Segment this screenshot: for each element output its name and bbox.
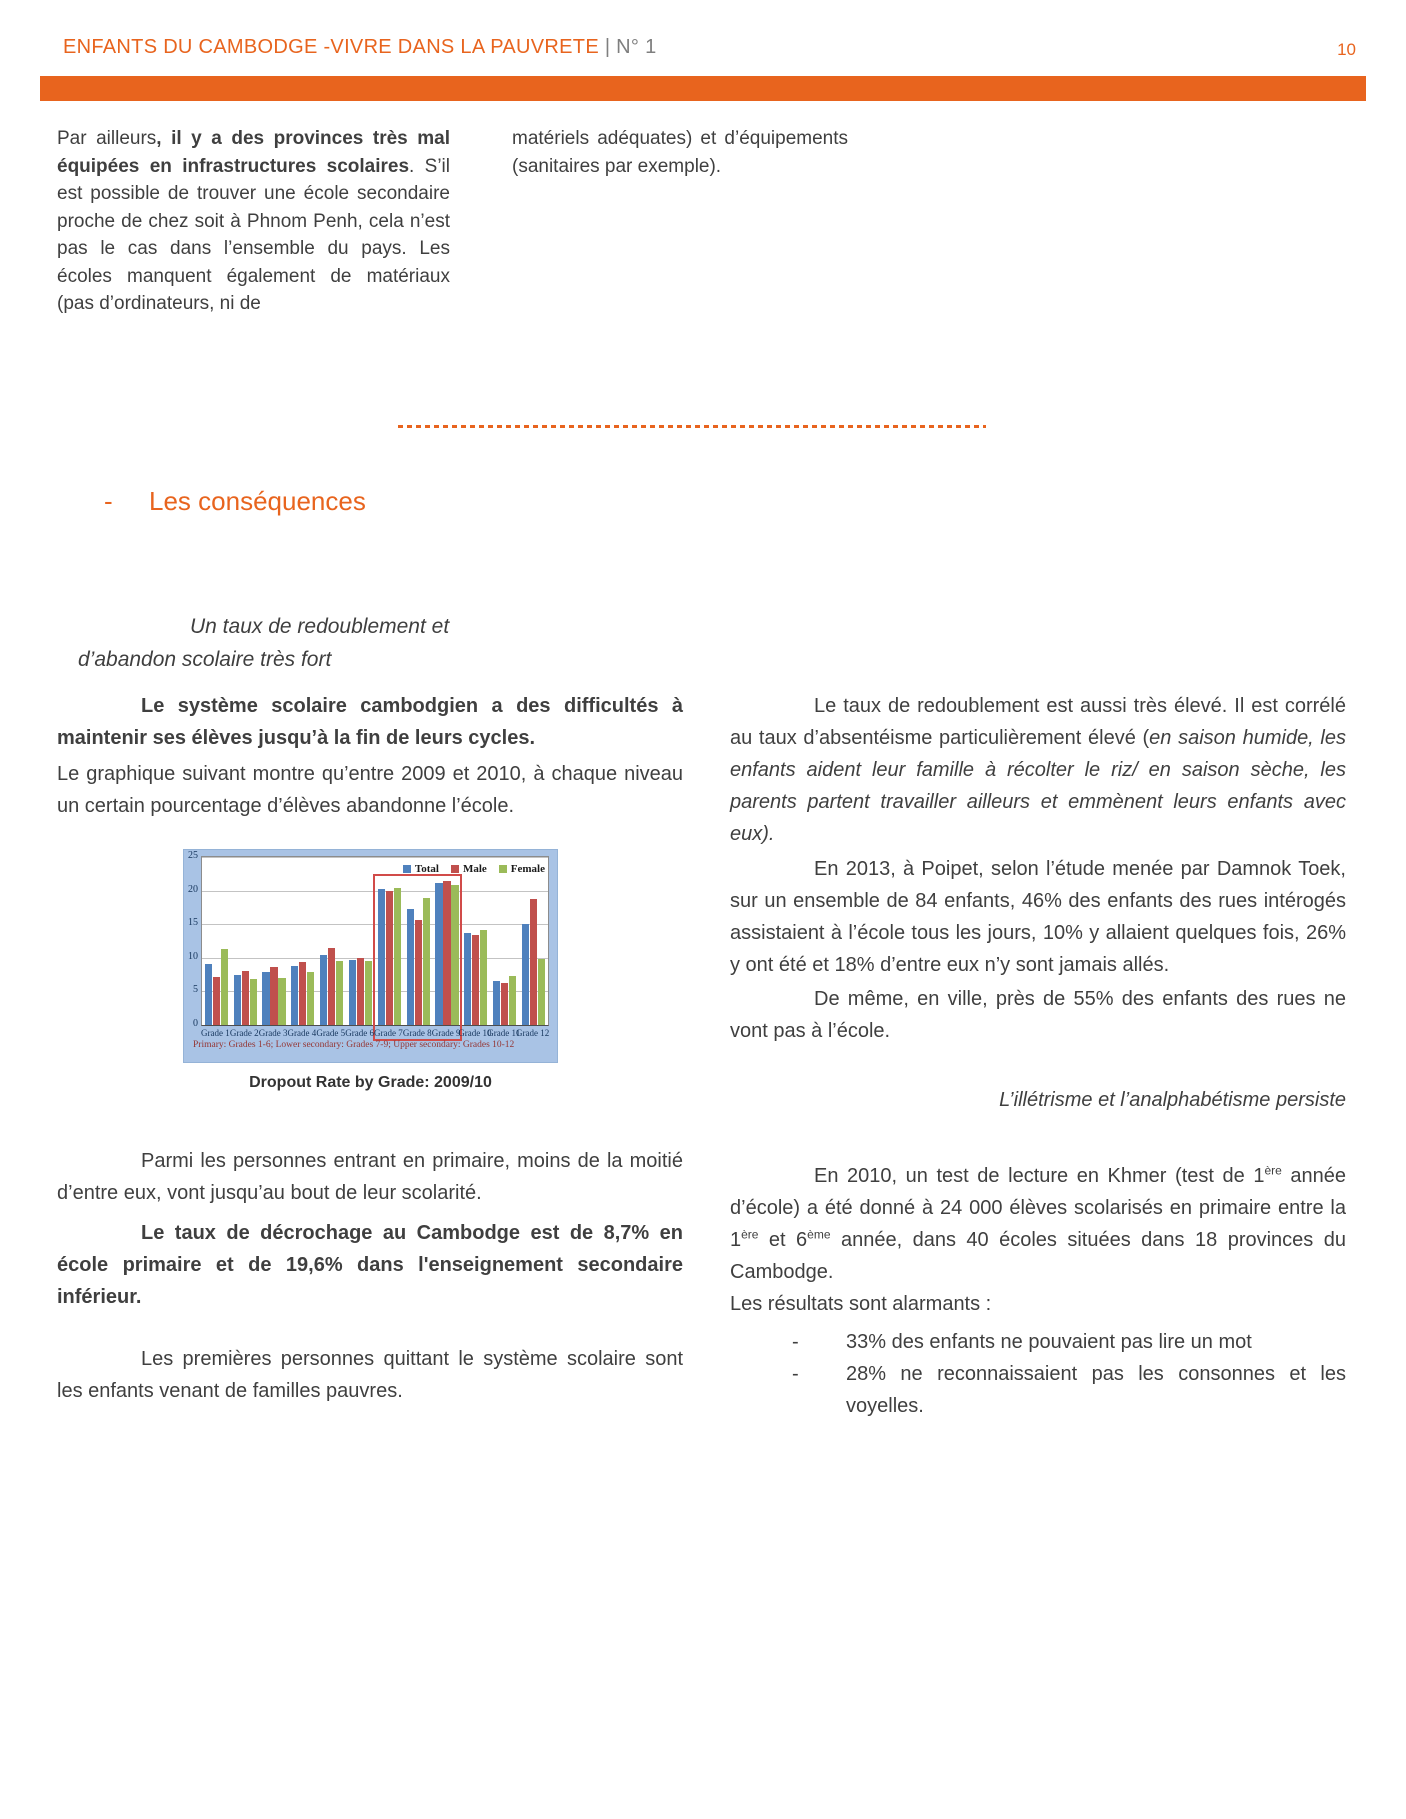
bar-female-grade-6 — [365, 961, 372, 1025]
dropout-chart — [183, 849, 558, 1063]
section-heading-title: Les conséquences — [149, 486, 366, 516]
bullet-text: 33% des enfants ne pouvaient pas lire un mot — [846, 1331, 1252, 1353]
bar-male-grade-6 — [357, 958, 364, 1025]
header-accent-bar — [40, 76, 1366, 101]
issue-number: | N° 1 — [604, 36, 657, 58]
bar-female-grade-10 — [480, 930, 487, 1025]
bar-male-grade-2 — [242, 971, 249, 1025]
bullet-item — [730, 1358, 1346, 1422]
chart-xtick-label: Grade 12 — [515, 1028, 550, 1038]
bar-female-grade-3 — [278, 978, 285, 1025]
paragraph-decrochage: Le taux de décrochage au Cambodge est de 8,7% en école primaire et de 19,6% dans l'enseignement secondaire inférieur. — [57, 1222, 683, 1308]
subheading-illetrisme: L’illétrisme et l’analphabétisme persiste — [999, 1089, 1346, 1111]
chart-xtick-label: Grade 5 — [316, 1028, 346, 1038]
right-column — [730, 690, 1346, 1422]
legend-item-female: Female — [499, 863, 545, 875]
intro-bold-segment: , il y a des provinces très mal équipées en infrastructures scolaires — [57, 128, 450, 177]
chart-highlight-rect — [373, 874, 462, 1041]
newsletter-title: ENFANTS DU CAMBODGE -VIVRE DANS LA PAUVRETE — [63, 36, 599, 58]
chart-caption: Dropout Rate by Grade: 2009/10 — [249, 1074, 492, 1091]
bar-female-grade-11 — [509, 976, 516, 1025]
bar-female-grade-12 — [538, 959, 545, 1025]
bullet-item — [730, 1326, 1346, 1358]
paragraph-resultats: Les résultats sont alarmants : — [730, 1293, 992, 1315]
chart-figure — [183, 849, 558, 1092]
legend-item-male: Male — [451, 863, 487, 875]
bullet-list — [730, 1326, 1346, 1422]
khmer-sup-1: ère — [1264, 1163, 1282, 1178]
bar-total-grade-4 — [291, 966, 298, 1025]
chart-xtick-label: Grade 3 — [258, 1028, 288, 1038]
chart-xtick-label: Grade 10 — [458, 1028, 492, 1038]
paragraph-parmi: Parmi les personnes entrant en primaire, moins de la moitié d’entre eux, vont jusqu’au bout de leur scolarité. — [57, 1150, 683, 1204]
chart-footnote: Primary: Grades 1-6; Lower secondary: Grades 7-9; Upper secondary: Grades 10-12 — [193, 1040, 515, 1050]
redoublement-normal: Le taux de redoublement est aussi très élevé. Il est corrélé au taux d’absentéisme particulièrement élevé ( — [730, 695, 1346, 749]
chart-xtick-label: Grade 8 — [402, 1028, 432, 1038]
bullet-text: 28% ne reconnaissaient pas les consonnes et les voyelles. — [846, 1363, 1346, 1417]
bar-female-grade-1 — [221, 949, 228, 1025]
chart-ytick-label: 25 — [188, 849, 198, 861]
chart-ytick-label: 10 — [188, 950, 198, 962]
section-heading — [104, 486, 366, 517]
khmer-sup-3: ème — [807, 1227, 831, 1242]
chart-ytick-label: 15 — [188, 917, 198, 929]
chart-ytick-label: 20 — [188, 883, 198, 895]
paragraph-graphique: Le graphique suivant montre qu’entre 2009 et 2010, à chaque niveau un certain pourcentage d’élèves abandonne l’école. — [57, 763, 683, 817]
bar-male-grade-5 — [328, 948, 335, 1025]
bar-total-grade-3 — [262, 972, 269, 1025]
bar-male-grade-11 — [501, 983, 508, 1025]
bar-female-grade-4 — [307, 972, 314, 1025]
bar-total-grade-6 — [349, 960, 356, 1025]
chart-xtick-label: Grade 1 — [201, 1028, 230, 1038]
bar-male-grade-3 — [270, 967, 277, 1025]
chart-xtick-label: Grade 2 — [229, 1028, 259, 1038]
chart-xtick-label: Grade 7 — [374, 1028, 403, 1038]
legend-item-total: Total — [403, 863, 439, 875]
paragraph-premieres: Les premières personnes quittant le système scolaire sont les enfants venant de familles pauvres. — [57, 1348, 683, 1402]
bar-total-grade-1 — [205, 964, 212, 1025]
paragraph-poipet: En 2013, à Poipet, selon l’étude menée par Damnok Toek, sur un ensemble de 84 enfants, 46% des enfants des rues intérogés assistaient à l’école tous les jours, 10% y allaient quelques fois, 26% y ont été et 18% d’entre eux n’y sont jamais allés. — [730, 858, 1346, 976]
dashed-separator — [398, 425, 986, 428]
khmer-seg-3: et 6 — [758, 1229, 808, 1251]
bar-male-grade-12 — [530, 899, 537, 1025]
bar-total-grade-2 — [234, 975, 241, 1025]
khmer-seg-1: En 2010, un test de lecture en Khmer (test de 1 — [814, 1165, 1265, 1187]
left-column — [57, 690, 683, 1407]
paragraph-ville: De même, en ville, près de 55% des enfants des rues ne vont pas à l’école. — [730, 988, 1346, 1042]
legend-swatch-female — [499, 865, 507, 873]
bar-total-grade-5 — [320, 955, 327, 1025]
khmer-sup-2: ère — [741, 1227, 759, 1242]
redoublement-italic: en saison humide, les enfants aident leur famille à récolter le riz/ en saison sèche, les parents partent travailler ailleurs et emmènent leurs enfants avec eux). — [730, 727, 1346, 845]
intro-paragraph-col2: matériels adéquates) et d’équipements (sanitaires par exemple). — [512, 128, 848, 177]
chart-ytick-label: 0 — [193, 1017, 198, 1029]
bullet-dash: - — [792, 1363, 799, 1385]
section-heading-dash: - — [104, 486, 113, 516]
chart-xtick-label: Grade 4 — [287, 1028, 317, 1038]
bar-total-grade-10 — [464, 933, 471, 1025]
intro-paragraph-col1 — [57, 125, 450, 318]
chart-xtick-label: Grade 9 — [431, 1028, 461, 1038]
page-number: 10 — [1337, 40, 1356, 59]
intro-lead: Par ailleurs — [57, 128, 157, 149]
bar-total-grade-12 — [522, 924, 529, 1025]
khmer-seg-2: année d’école) a été donné à 24 000 élèves scolarisés en primaire entre la 1 — [730, 1165, 1346, 1251]
bar-female-grade-2 — [250, 979, 257, 1025]
chart-xtick-label: Grade 11 — [487, 1028, 521, 1038]
chart-xtick-label: Grade 6 — [345, 1028, 374, 1038]
chart-gridline — [202, 857, 548, 858]
intro-rest-segment: . S’il est possible de trouver une école secondaire proche de chez soit à Phnom Penh, cela n’est pas le cas dans l’ensemble du pays. Les écoles manquent également de matériaux (pas d’ordinateurs, ni de — [57, 155, 450, 314]
bullet-dash: - — [792, 1331, 799, 1353]
paragraph-test-khmer — [730, 1160, 1346, 1288]
legend-swatch-male — [451, 865, 459, 873]
bar-female-grade-5 — [336, 961, 343, 1025]
bar-male-grade-10 — [472, 935, 479, 1025]
header-title — [63, 36, 657, 59]
bar-total-grade-11 — [493, 981, 500, 1025]
bar-male-grade-1 — [213, 977, 220, 1025]
paragraph-redoublement — [730, 690, 1346, 850]
subheading-redoublement: Un taux de redoublement et d’abandon scolaire très fort — [78, 615, 450, 671]
khmer-seg-4: année, dans 40 écoles situées dans 18 provinces du Cambodge. — [730, 1229, 1346, 1283]
paragraph-systeme-scolaire: Le système scolaire cambodgien a des difficultés à maintenir ses élèves jusqu’à la fin de leurs cycles. — [57, 695, 683, 749]
legend-swatch-total — [403, 865, 411, 873]
bar-male-grade-4 — [299, 962, 306, 1025]
chart-ytick-label: 5 — [193, 984, 198, 996]
